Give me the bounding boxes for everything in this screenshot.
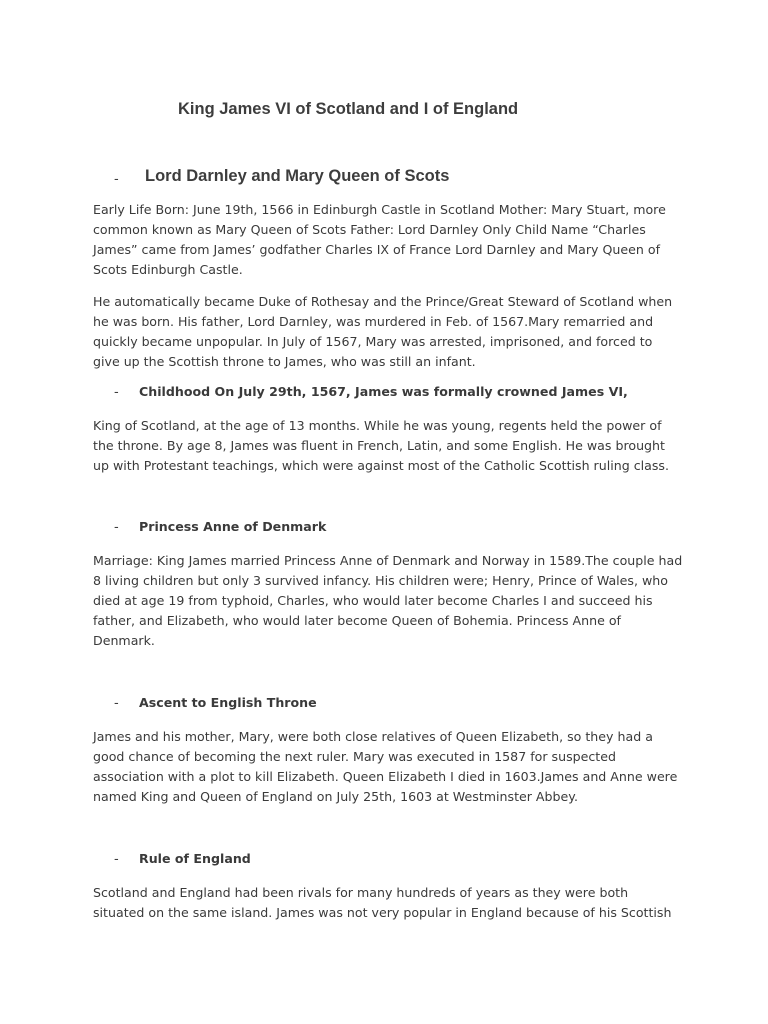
section-heading-princess-anne: Princess Anne of Denmark <box>139 519 327 534</box>
bullet-marker: - <box>114 172 119 187</box>
paragraph-rule-of-england: Scotland and England had been rivals for many hundreds of years as they were both situated on the same island. James was not very popular in England because of his Scottish <box>93 885 672 920</box>
bullet-marker: - <box>114 852 119 867</box>
document-title: King James VI of Scotland and I of England <box>178 100 519 118</box>
paragraph-early-life: Early Life Born: June 19th, 1566 in Edinburgh Castle in Scotland Mother: Mary Stuart, more common known as Mary Queen of Scots Father: Lord Darnley Only Child Name “Charles James” came from James’ godfather Charles IX of France Lord Darnley and Mary Queen of Scots Edinburgh Castle. <box>93 202 666 277</box>
paragraph-childhood: King of Scotland, at the age of 13 months. While he was young, regents held the power of the throne. By age 8, James was fluent in French, Latin, and some English. He was brought up with Protestant teachings, which were against most of the Catholic Scottish ruling class. <box>93 418 669 473</box>
bullet-marker: - <box>114 520 119 535</box>
section-heading-childhood: Childhood On July 29th, 1567, James was formally crowned James VI, <box>139 384 628 399</box>
paragraph-duke-of-rothesay: He automatically became Duke of Rothesay and the Prince/Great Steward of Scotland when he was born. His father, Lord Darnley, was murdered in Feb. of 1567.Mary remarried and quickly became unpopular. In July of 1567, Mary was arrested, imprisoned, and forced to give up the Scottish throne to James, who was still an infant. <box>93 294 673 369</box>
section-heading-lord-darnley: Lord Darnley and Mary Queen of Scots <box>145 167 450 185</box>
bullet-marker: - <box>114 696 119 711</box>
paragraph-ascent: James and his mother, Mary, were both close relatives of Queen Elizabeth, so they had a good chance of becoming the next ruler. Mary was executed in 1587 for suspected association with a plot to kill Elizabeth. Queen Elizabeth I died in 1603.James and Anne were named King and Queen of England on July 25th, 1603 at Westminster Abbey. <box>93 729 678 804</box>
section-heading-ascent: Ascent to English Throne <box>139 695 317 710</box>
bullet-marker: - <box>114 385 119 400</box>
section-heading-rule-of-england: Rule of England <box>139 851 251 866</box>
paragraph-marriage: Marriage: King James married Princess Anne of Denmark and Norway in 1589.The couple had 8 living children but only 3 survived infancy. His children were; Henry, Prince of Wales, who died at age 19 from typhoid, Charles, who would later become Charles I and succeed his father, and Elizabeth, who would later become Queen of Bohemia. Princess Anne of Denmark. <box>93 553 683 648</box>
